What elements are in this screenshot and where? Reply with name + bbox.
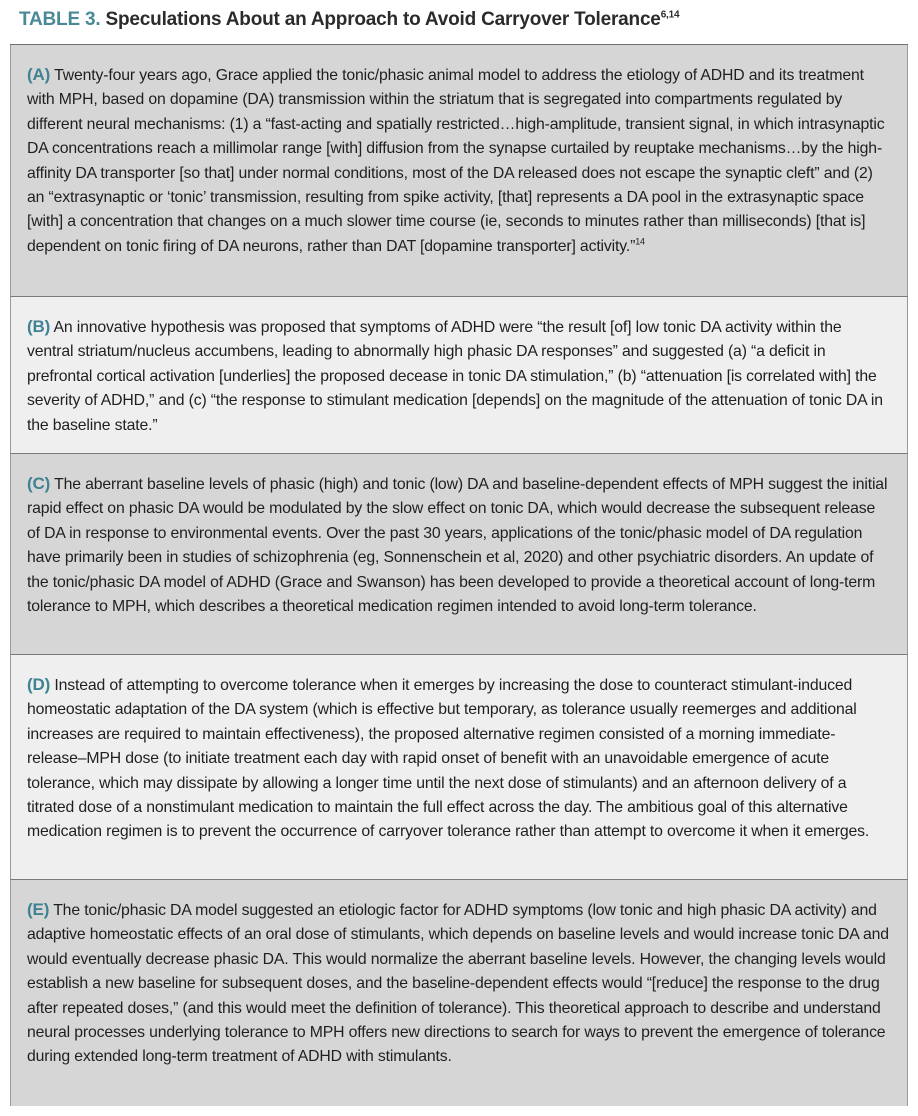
row-e-text: The tonic/phasic DA model suggested an etiologic factor for ADHD symptoms (low tonic and high phasic DA activity) and adaptive homeostatic effects of an oral dose of stimulants, which depends on baseline levels and would increase tonic DA and would eventually decrease phasic DA. This would normalize the aberrant baseline levels. However, the changing levels would establish a new baseline for subsequent doses, and the baseline-dependent effects would “[reduce] the response to the drug after repeated doses,” (and this would meet the definition of tolerance). This theoretical approach to describe and understand neural processes underlying tolerance to MPH offers new directions to search for ways to prevent the emergence of tolerance during extended long-term treatment of ADHD with stimulants. (27, 902, 889, 1066)
table-label: TABLE 3. (19, 9, 101, 30)
table-title-text: Speculations About an Approach to Avoid Carryover Tolerance (105, 9, 661, 30)
row-d-letter: (D) (27, 675, 51, 694)
table-row-d (10, 655, 908, 880)
speculations-table (10, 44, 908, 1106)
table-row-a (10, 45, 908, 297)
table-row-b (10, 297, 908, 454)
table-title (19, 9, 899, 31)
row-a-paragraph (27, 63, 891, 259)
row-a-reference: 14 (635, 236, 645, 247)
table-row-c (10, 454, 908, 655)
table-row-e (10, 880, 908, 1106)
row-c-paragraph (27, 472, 891, 619)
row-c-text: The aberrant baseline levels of phasic (high) and tonic (low) DA and baseline-dependent effects of MPH suggest the initial rapid effect on phasic DA would be modulated by the slow effect on tonic DA, which would decrease the subsequent release of DA in response to environmental events. Over the past 30 years, applications of the tonic/phasic model of DA regulation have primarily been in studies of schizophrenia (eg, Sonnenschein et al, 2020) and other psychiatric disorders. An update of the tonic/phasic DA model of ADHD (Grace and Swanson) has been developed to provide a theoretical account of long-term tolerance to MPH, which describes a theoretical medication regimen intended to avoid long-term tolerance. (27, 476, 888, 616)
row-a-letter: (A) (27, 65, 51, 84)
title-references: 6,14 (660, 9, 680, 21)
row-d-text: Instead of attempting to overcome tolerance when it emerges by increasing the dose to counteract stimulant-induced homeostatic adaptation of the DA system (which is effective but temporary, as tolerance usually reemerges and additional increases are required to maintain effectiveness), the proposed alternative regimen consisted of a morning immediate-release–MPH dose (to initiate treatment each day with rapid onset of benefit with an unavoidable emergence of acute tolerance, which may dissipate by allowing a longer time until the next dose of stimulants) and an afternoon delivery of a titrated dose of a nonstimulant medication to maintain the full effect across the day. The ambitious goal of this alternative medication regimen is to prevent the occurrence of carryover tolerance rather than attempt to overcome it when it emerges. (27, 677, 870, 841)
row-a-text: Twenty-four years ago, Grace applied the tonic/phasic animal model to address the etiology of ADHD and its treatment with MPH, based on dopamine (DA) transmission within the striatum that is segregated into compartments regulated by different neural mechanisms: (1) a “fast-acting and spatially restricted…high-amplitude, transient signal, in which intrasynaptic DA concentrations reach a millimolar range [with] diffusion from the synapse curtailed by reuptake mechanisms…by the high-affinity DA transporter [so that] under normal conditions, most of the DA released does not escape the synaptic cleft” and (2) an “extrasynaptic or ‘tonic’ transmission, resulting from spike activity, [that] represents a DA pool in the extrasynaptic space [with] a concentration that changes on a much slower time course (ie, seconds to minutes rather than milliseconds) [that is] dependent on tonic firing of DA neurons, rather than DAT [dopamine transporter] activity.” (27, 67, 885, 255)
row-b-paragraph (27, 315, 891, 438)
row-d-paragraph (27, 673, 891, 845)
row-e-letter: (E) (27, 900, 50, 919)
row-b-letter: (B) (27, 317, 51, 336)
row-c-letter: (C) (27, 474, 51, 493)
row-e-paragraph (27, 898, 891, 1070)
row-b-text: An innovative hypothesis was proposed that symptoms of ADHD were “the result [of] low tonic DA activity within the ventral striatum/nucleus accumbens, leading to abnormally high phasic DA responses” and suggested (a) “a deficit in prefrontal cortical activation [underlies] the proposed decease in tonic DA stimulation,” (b) “attenuation [is correlated with] the severity of ADHD,” and (c) “the response to stimulant medication [depends] on the magnitude of the attenuation of tonic DA in the baseline state.” (27, 319, 883, 434)
